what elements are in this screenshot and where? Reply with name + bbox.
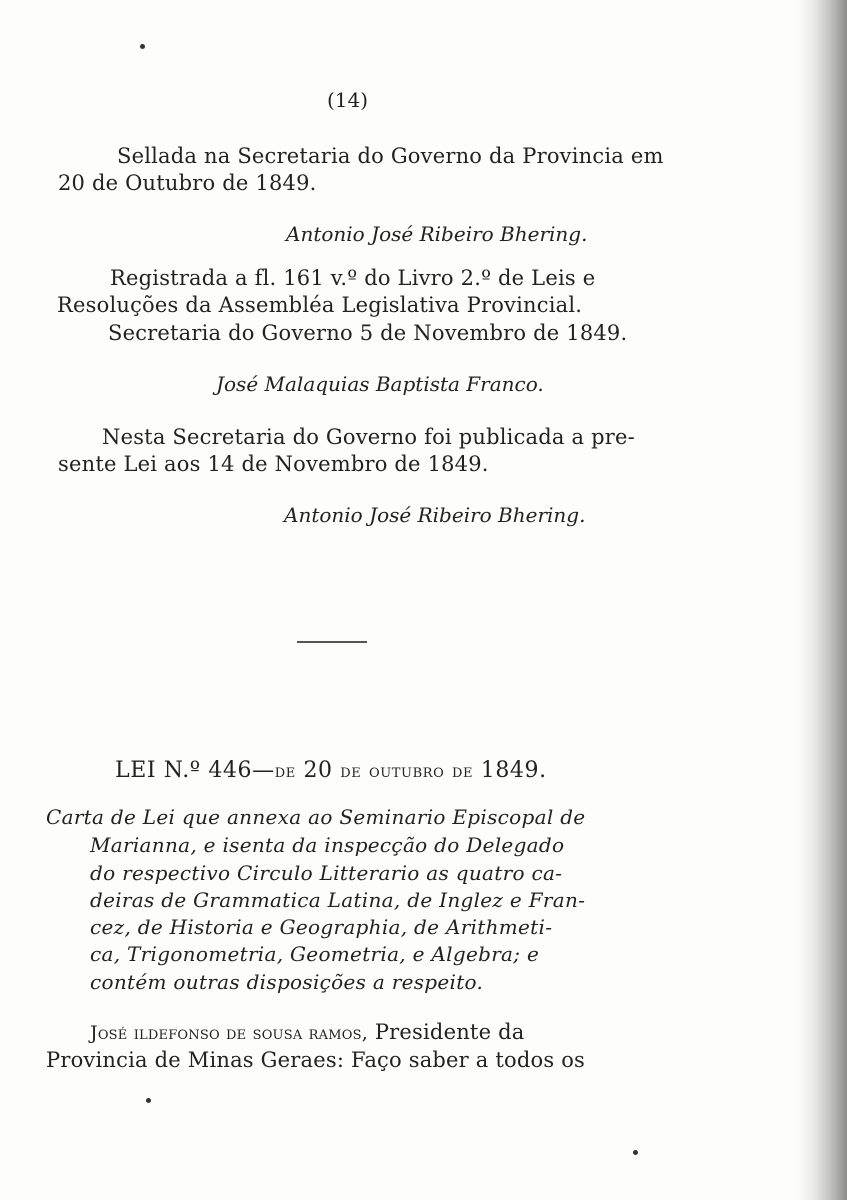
law-summary-line: do respectivo Circulo Litterario as quatro ca- xyxy=(90,861,563,885)
signature-franco: José Malaquias Baptista Franco. xyxy=(216,372,544,396)
law-title-de: de xyxy=(274,760,296,782)
law-title-de: de xyxy=(452,760,474,782)
registry-line-3: Secretaria do Governo 5 de Novembro de 1849. xyxy=(108,321,628,345)
law-summary-line: Marianna, e isenta da inspecção do Delegado xyxy=(90,833,565,857)
signature-bhering-1: Antonio José Ribeiro Bhering. xyxy=(286,222,588,246)
law-title-lead: LEI N.º 446— xyxy=(115,758,275,783)
ink-speck xyxy=(146,1098,151,1103)
page-number: (14) xyxy=(327,88,369,112)
ink-speck xyxy=(633,1150,638,1155)
preamble-line-1 xyxy=(90,1020,524,1044)
preamble-line-2: Provincia de Minas Geraes: Faço saber a todos os xyxy=(46,1048,586,1072)
seal-line-2: 20 de Outubro de 1849. xyxy=(58,171,317,195)
law-title-year: 1849. xyxy=(480,758,547,783)
president-name: José ildefonso de sousa ramos, xyxy=(90,1022,368,1044)
registry-line-1: Registrada a fl. 161 v.º do Livro 2.º de Leis e xyxy=(110,266,596,290)
law-summary-line: deiras de Grammatica Latina, de Inglez e Fran- xyxy=(90,888,586,912)
law-title-de: de xyxy=(340,760,362,782)
scan-page-edge-shadow xyxy=(797,0,847,1200)
law-title-month: outubro xyxy=(368,760,445,782)
law-summary-line: cez, de Historia e Geographia, de Arithmeti- xyxy=(90,915,553,939)
publication-line-1: Nesta Secretaria do Governo foi publicada a pre- xyxy=(102,425,635,449)
law-title-day: 20 xyxy=(303,758,333,783)
law-summary-line: contém outras disposições a respeito. xyxy=(90,970,484,994)
ink-speck xyxy=(140,44,145,49)
law-summary-line: ca, Trigonometria, Geometria, e Algebra; e xyxy=(90,942,540,966)
registry-line-2: Resoluções da Assembléa Legislativa Provincial. xyxy=(57,293,583,317)
signature-bhering-2: Antonio José Ribeiro Bhering. xyxy=(284,503,586,527)
law-title xyxy=(115,758,547,783)
law-summary-line: Carta de Lei que annexa ao Seminario Episcopal de xyxy=(46,805,586,829)
publication-line-2: sente Lei aos 14 de Novembro de 1849. xyxy=(58,452,489,476)
section-divider xyxy=(297,641,367,643)
preamble-line-1-rest: Presidente da xyxy=(374,1020,525,1044)
seal-line-1: Sellada na Secretaria do Governo da Provincia em xyxy=(117,144,664,168)
